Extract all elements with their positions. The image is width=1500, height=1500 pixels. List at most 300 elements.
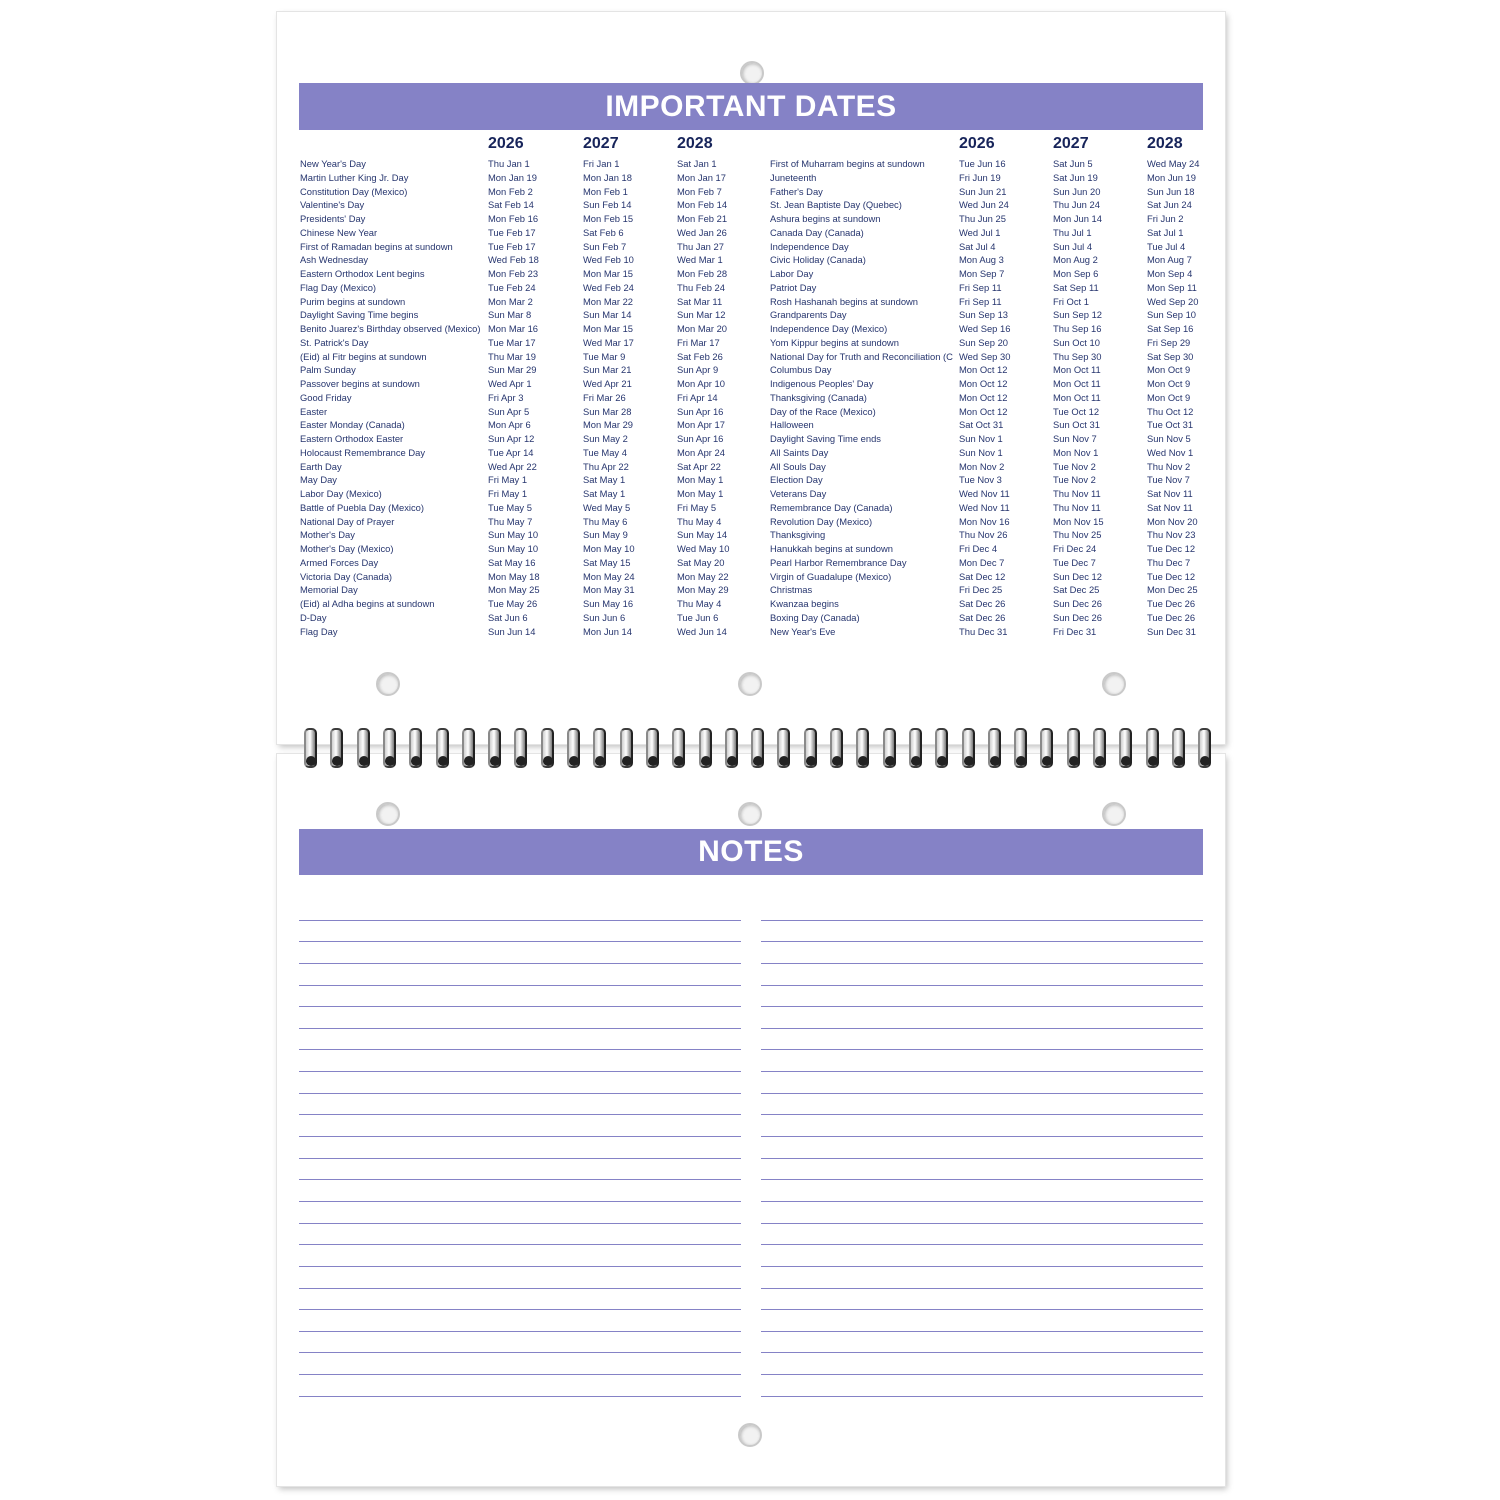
date-2028: Tue Dec 12 [1147, 543, 1196, 554]
date-2027: Wed Mar 17 [583, 336, 634, 348]
note-line[interactable] [761, 1159, 1203, 1181]
holiday-row [300, 557, 770, 571]
note-line[interactable] [299, 1202, 741, 1224]
holiday-name: Hanukkah begins at sundown [770, 543, 894, 554]
date-2028: Mon Apr 10 [677, 378, 725, 389]
note-line[interactable] [299, 986, 741, 1008]
date-2027: Mon Mar 29 [583, 419, 634, 431]
holiday-row [300, 461, 770, 475]
holiday-name: (Eid) al Fitr begins at sundown [300, 350, 427, 362]
holiday-row [300, 364, 770, 378]
date-2028: Mon Feb 21 [677, 213, 728, 224]
holiday-name: First of Muharram begins at sundown [770, 158, 925, 169]
date-2028: Thu Jan 27 [677, 240, 724, 252]
year-heading-right-2027: 2027 [1053, 135, 1089, 152]
note-line[interactable] [761, 964, 1203, 986]
date-2026: Sat Oct 31 [959, 419, 1004, 431]
date-2027: Thu Nov 11 [1053, 501, 1101, 513]
date-2026: Mon Jan 19 [488, 171, 537, 183]
holiday-name: Flag Day (Mexico) [300, 281, 377, 293]
holiday-list-right [770, 158, 1210, 639]
holiday-name: May Day [300, 474, 337, 486]
date-2026: Mon Oct 12 [959, 391, 1008, 403]
date-2026: Sun May 10 [488, 529, 539, 541]
date-2026: Sun Sep 13 [959, 309, 1008, 321]
holiday-name: Thanksgiving (Canada) [770, 391, 867, 403]
note-line[interactable] [761, 1115, 1203, 1137]
holiday-row [300, 296, 770, 310]
holiday-name: Daylight Saving Time ends [770, 433, 881, 444]
holiday-name: Day of the Race (Mexico) [770, 405, 876, 417]
date-2026: Wed Feb 18 [488, 254, 539, 266]
note-line[interactable] [299, 1267, 741, 1289]
date-2028: Sun Apr 16 [677, 433, 724, 444]
date-2028: Fri May 5 [677, 501, 717, 513]
note-line[interactable] [299, 942, 741, 964]
date-2027: Sun Feb 14 [583, 199, 632, 211]
holiday-row [770, 406, 1210, 420]
holiday-row [770, 447, 1210, 461]
date-2028: Fri Sep 29 [1147, 336, 1191, 348]
date-2027: Mon Oct 11 [1053, 391, 1101, 403]
date-2028: Tue Jul 4 [1147, 240, 1186, 252]
holiday-name: Revolution Day (Mexico) [770, 515, 873, 527]
note-line[interactable] [761, 1050, 1203, 1072]
note-line[interactable] [299, 1310, 741, 1332]
holiday-row [300, 419, 770, 433]
important-dates-page [277, 12, 1225, 744]
date-2026: Tue Feb 17 [488, 226, 536, 238]
holiday-row [300, 626, 770, 640]
date-2028: Thu Oct 12 [1147, 405, 1194, 417]
note-line[interactable] [299, 1137, 741, 1159]
date-2026: Mon Dec 7 [959, 556, 1005, 568]
holiday-name: Grandparents Day [770, 309, 847, 321]
date-2027: Sat Sep 11 [1053, 281, 1099, 293]
date-2026: Thu Jun 25 [959, 213, 1006, 224]
date-2028: Sat Sep 30 [1147, 350, 1194, 362]
note-line[interactable] [299, 1353, 741, 1375]
date-2028: Tue Jun 6 [677, 611, 719, 623]
holiday-name: Juneteenth [770, 171, 817, 183]
date-2027: Mon Mar 15 [583, 323, 634, 334]
spiral-binding [290, 728, 1210, 772]
date-2028: Sun Sep 10 [1147, 309, 1196, 321]
holiday-row [300, 516, 770, 530]
date-2028: Thu May 4 [677, 598, 722, 609]
holiday-row [770, 364, 1210, 378]
date-2027: Sun Mar 14 [583, 309, 632, 321]
date-2026: Mon Feb 23 [488, 268, 539, 279]
holiday-name: Mother's Day [300, 529, 355, 541]
holiday-name: Easter [300, 405, 328, 417]
date-2026: Sat Dec 12 [959, 570, 1006, 582]
holiday-name: All Souls Day [770, 460, 826, 472]
note-line[interactable] [761, 1007, 1203, 1029]
punch-hole [738, 802, 762, 826]
holiday-name: Thanksgiving [770, 529, 826, 541]
holiday-name: Ashura begins at sundown [770, 213, 881, 224]
date-2028: Mon Feb 28 [677, 268, 728, 279]
date-2027: Mon Nov 1 [1053, 446, 1099, 458]
date-2026: Tue May 26 [488, 598, 538, 609]
note-line[interactable] [761, 942, 1203, 964]
coil-hole [727, 756, 737, 766]
date-2026: Mon Oct 12 [959, 364, 1008, 376]
note-line[interactable] [761, 1245, 1203, 1267]
holiday-name: (Eid) al Adha begins at sundown [300, 598, 435, 609]
holiday-name: Veterans Day [770, 488, 827, 499]
date-2027: Sun Sep 12 [1053, 309, 1102, 321]
date-2028: Sun Jun 18 [1147, 185, 1195, 197]
date-2027: Mon May 31 [583, 584, 635, 596]
date-2026: Sun Jun 14 [488, 625, 536, 637]
date-2028: Sat Jul 1 [1147, 226, 1184, 238]
holiday-row [300, 488, 770, 502]
note-line[interactable] [761, 1224, 1203, 1246]
holiday-name: Benito Juarez's Birthday observed (Mexico) [300, 323, 481, 334]
holiday-name: Halloween [770, 419, 814, 431]
note-line[interactable] [299, 1050, 741, 1072]
note-line[interactable] [299, 1029, 741, 1051]
note-line[interactable] [761, 1375, 1203, 1397]
date-2026: Mon Feb 16 [488, 213, 539, 224]
holiday-name: Presidents' Day [300, 213, 366, 224]
holiday-row [770, 543, 1210, 557]
holiday-row [770, 199, 1210, 213]
date-2026: Wed Jun 24 [959, 199, 1009, 211]
date-2027: Tue Nov 2 [1053, 474, 1096, 486]
year-heading-right-2026: 2026 [959, 135, 995, 152]
note-line[interactable] [761, 1202, 1203, 1224]
note-line[interactable] [299, 921, 741, 943]
date-2026: Fri Sep 11 [959, 295, 1002, 307]
coil-hole [1148, 756, 1158, 766]
date-2026: Tue Feb 17 [488, 240, 536, 252]
holiday-row [300, 309, 770, 323]
note-line[interactable] [299, 1245, 741, 1267]
note-line[interactable] [761, 986, 1203, 1008]
holiday-row [770, 254, 1210, 268]
holiday-row [770, 158, 1210, 172]
date-2028: Mon Sep 4 [1147, 268, 1193, 279]
note-line[interactable] [299, 1072, 741, 1094]
note-line[interactable] [299, 1289, 741, 1311]
holiday-row [770, 309, 1210, 323]
date-2027: Sun Oct 31 [1053, 419, 1100, 431]
holiday-row [770, 378, 1210, 392]
holiday-row [300, 186, 770, 200]
date-2027: Mon Oct 11 [1053, 378, 1101, 389]
note-line[interactable] [761, 1180, 1203, 1202]
date-2028: Fri Jun 2 [1147, 213, 1184, 224]
holiday-name: Ash Wednesday [300, 254, 369, 266]
important-dates-title: IMPORTANT DATES [299, 83, 1203, 130]
coil-hole [569, 756, 579, 766]
holiday-name: Earth Day [300, 460, 342, 472]
holiday-name: Virgin of Guadalupe (Mexico) [770, 570, 892, 582]
holiday-name: Columbus Day [770, 364, 832, 376]
date-2026: Wed Apr 1 [488, 378, 532, 389]
date-2026: Tue Mar 17 [488, 336, 536, 348]
holiday-row [300, 406, 770, 420]
holiday-name: Yom Kippur begins at sundown [770, 336, 899, 348]
holiday-row [770, 351, 1210, 365]
date-2028: Mon Aug 7 [1147, 254, 1192, 266]
date-2027: Thu Apr 22 [583, 460, 629, 472]
holiday-name: Martin Luther King Jr. Day [300, 171, 409, 183]
holiday-name: Holocaust Remembrance Day [300, 446, 426, 458]
punch-hole [1102, 802, 1126, 826]
date-2028: Mon Feb 14 [677, 199, 728, 211]
date-2026: Mon Feb 2 [488, 185, 533, 197]
note-line[interactable] [299, 1180, 741, 1202]
date-2027: Sat Jun 19 [1053, 171, 1098, 183]
date-2028: Mon Jun 19 [1147, 171, 1196, 183]
coil-hole [385, 756, 395, 766]
holiday-row [770, 241, 1210, 255]
punch-hole [740, 61, 764, 85]
holiday-name: Eastern Orthodox Lent begins [300, 268, 425, 279]
holiday-row [300, 337, 770, 351]
punch-hole [376, 802, 400, 826]
holiday-name: St. Patrick's Day [300, 336, 369, 348]
date-2026: Thu Nov 26 [959, 529, 1008, 541]
note-line[interactable] [761, 1267, 1203, 1289]
holiday-name: Passover begins at sundown [300, 378, 420, 389]
date-2027: Thu Sep 30 [1053, 350, 1102, 362]
date-2027: Sun Oct 10 [1053, 336, 1100, 348]
date-2026: Sun Mar 29 [488, 364, 537, 376]
date-2026: Mon Aug 3 [959, 254, 1004, 266]
note-line[interactable] [761, 1332, 1203, 1354]
date-2027: Fri Jan 1 [583, 158, 620, 169]
holiday-row [300, 433, 770, 447]
note-line[interactable] [299, 1224, 741, 1246]
date-2026: Fri Dec 25 [959, 584, 1003, 596]
punch-hole [738, 1423, 762, 1447]
coil-hole [990, 756, 1000, 766]
date-2026: Sun Jun 21 [959, 185, 1007, 197]
date-2028: Wed Jun 14 [677, 625, 727, 637]
holiday-row [770, 337, 1210, 351]
note-line[interactable] [299, 1094, 741, 1116]
date-2027: Mon Feb 1 [583, 185, 628, 197]
date-2027: Sun May 9 [583, 529, 628, 541]
holiday-row [300, 254, 770, 268]
coil-hole [464, 756, 474, 766]
holiday-name: Victoria Day (Canada) [300, 570, 393, 582]
date-2026: Thu Mar 19 [488, 350, 536, 362]
holiday-row [770, 392, 1210, 406]
date-2027: Sun Dec 26 [1053, 598, 1102, 609]
holiday-row [770, 227, 1210, 241]
holiday-row [770, 296, 1210, 310]
notes-lines-left [299, 899, 741, 1397]
holiday-row [300, 584, 770, 598]
date-2028: Mon Jan 17 [677, 171, 726, 183]
note-line[interactable] [761, 1310, 1203, 1332]
holiday-row [300, 447, 770, 461]
coil-hole [1095, 756, 1105, 766]
date-2027: Sat Dec 25 [1053, 584, 1100, 596]
year-heading-left-2028: 2028 [677, 135, 713, 152]
note-line[interactable] [299, 1332, 741, 1354]
holiday-name: First of Ramadan begins at sundown [300, 240, 453, 252]
note-line[interactable] [761, 921, 1203, 943]
date-2027: Mon Mar 22 [583, 295, 634, 307]
holiday-row [770, 474, 1210, 488]
holiday-row [770, 557, 1210, 571]
holiday-row [300, 378, 770, 392]
date-2026: Mon May 18 [488, 570, 540, 582]
date-2027: Thu Jun 24 [1053, 199, 1100, 211]
holiday-name: D-Day [300, 611, 327, 623]
holiday-row [300, 199, 770, 213]
note-line[interactable] [761, 1029, 1203, 1051]
date-2028: Wed Nov 1 [1147, 446, 1194, 458]
holiday-row [300, 268, 770, 282]
date-2026: Sun Nov 1 [959, 433, 1003, 444]
date-2026: Fri Jun 19 [959, 171, 1001, 183]
date-2026: Mon Nov 2 [959, 460, 1005, 472]
holiday-name: Labor Day (Mexico) [300, 488, 382, 499]
holiday-name: Purim begins at sundown [300, 295, 406, 307]
date-2028: Tue Dec 26 [1147, 611, 1196, 623]
date-2026: Mon Oct 12 [959, 378, 1008, 389]
date-2028: Mon Sep 11 [1147, 281, 1197, 293]
holiday-row [770, 172, 1210, 186]
date-2027: Sun Feb 7 [583, 240, 627, 252]
note-line[interactable] [299, 1115, 741, 1137]
holiday-name: Christmas [770, 584, 813, 596]
date-2026: Thu Jan 1 [488, 158, 530, 169]
date-2027: Fri Mar 26 [583, 391, 626, 403]
date-2028: Thu May 4 [677, 515, 722, 527]
note-line[interactable] [299, 964, 741, 986]
date-2026: Thu May 7 [488, 515, 533, 527]
date-2028: Tue Nov 7 [1147, 474, 1190, 486]
date-2027: Mon Mar 15 [583, 268, 634, 279]
date-2028: Wed Jan 26 [677, 226, 727, 238]
date-2028: Thu Dec 7 [1147, 556, 1191, 568]
date-2028: Mon May 1 [677, 474, 724, 486]
date-2026: Mon Apr 6 [488, 419, 531, 431]
date-2027: Thu Sep 16 [1053, 323, 1102, 334]
date-2027: Tue Mar 9 [583, 350, 626, 362]
note-line[interactable] [761, 1353, 1203, 1375]
notes-page [277, 754, 1225, 1486]
holiday-row [770, 516, 1210, 530]
holiday-row [770, 323, 1210, 337]
note-line[interactable] [761, 1072, 1203, 1094]
holiday-name: Battle of Puebla Day (Mexico) [300, 501, 425, 513]
note-line[interactable] [761, 1289, 1203, 1311]
holiday-row [300, 571, 770, 585]
date-2028: Sun Mar 12 [677, 309, 726, 321]
holiday-name: Easter Monday (Canada) [300, 419, 405, 431]
holiday-row [300, 543, 770, 557]
holiday-row [300, 323, 770, 337]
date-2027: Mon Oct 11 [1053, 364, 1101, 376]
holiday-name: Chinese New Year [300, 226, 378, 238]
date-2028: Thu Nov 2 [1147, 460, 1191, 472]
date-2026: Sat Dec 26 [959, 598, 1006, 609]
holiday-row [770, 488, 1210, 502]
holiday-row [300, 529, 770, 543]
date-2026: Tue Feb 24 [488, 281, 536, 293]
coil-hole [964, 756, 974, 766]
date-2026: Wed Apr 22 [488, 460, 537, 472]
date-2028: Mon May 22 [677, 570, 729, 582]
date-2028: Mon Oct 9 [1147, 378, 1191, 389]
note-line[interactable] [299, 899, 741, 921]
date-2027: Sat May 15 [583, 556, 631, 568]
note-line[interactable] [761, 1094, 1203, 1116]
holiday-name: St. Jean Baptiste Day (Quebec) [770, 199, 902, 211]
date-2027: Mon May 24 [583, 570, 635, 582]
note-line[interactable] [761, 1137, 1203, 1159]
coil-hole [543, 756, 553, 766]
note-line[interactable] [299, 1375, 741, 1397]
holiday-name: Rosh Hashanah begins at sundown [770, 295, 919, 307]
note-line[interactable] [761, 899, 1203, 921]
date-2026: Wed Nov 11 [959, 501, 1010, 513]
holiday-name: Civic Holiday (Canada) [770, 254, 866, 266]
holiday-name: National Day of Prayer [300, 515, 395, 527]
date-2026: Mon Nov 16 [959, 515, 1010, 527]
holiday-row [770, 598, 1210, 612]
holiday-name: Valentine's Day [300, 199, 365, 211]
date-2026: Mon Sep 7 [959, 268, 1005, 279]
date-2027: Thu Nov 25 [1053, 529, 1102, 541]
date-2027: Sat Jun 5 [1053, 158, 1093, 169]
holiday-name: Labor Day [770, 268, 814, 279]
holiday-row [770, 461, 1210, 475]
date-2028: Thu Feb 24 [677, 281, 725, 293]
note-line[interactable] [299, 1159, 741, 1181]
holiday-name: Memorial Day [300, 584, 358, 596]
date-2027: Mon Sep 6 [1053, 268, 1099, 279]
punch-hole [738, 672, 762, 696]
holiday-row [300, 158, 770, 172]
year-heading-right-2028: 2028 [1147, 135, 1183, 152]
date-2027: Sat Feb 6 [583, 226, 624, 238]
date-2028: Mon May 29 [677, 584, 729, 596]
date-2027: Fri Dec 31 [1053, 625, 1097, 637]
date-2026: Thu Dec 31 [959, 625, 1008, 637]
coil-hole [438, 756, 448, 766]
holiday-name: Boxing Day (Canada) [770, 611, 860, 623]
date-2028: Mon Dec 25 [1147, 584, 1198, 596]
date-2027: Mon Feb 15 [583, 213, 634, 224]
notes-title: NOTES [299, 829, 1203, 875]
holiday-name: Flag Day [300, 625, 338, 637]
coil-hole [648, 756, 658, 766]
date-2026: Mon May 25 [488, 584, 540, 596]
date-2027: Fri Dec 24 [1053, 543, 1097, 554]
date-2026: Fri Sep 11 [959, 281, 1002, 293]
date-2027: Mon Jun 14 [1053, 213, 1102, 224]
date-2028: Mon May 1 [677, 488, 724, 499]
date-2027: Sun Dec 12 [1053, 570, 1102, 582]
date-2026: Tue Apr 14 [488, 446, 534, 458]
date-2026: Sat May 16 [488, 556, 536, 568]
year-heading-left-2026: 2026 [488, 135, 524, 152]
note-line[interactable] [299, 1007, 741, 1029]
date-2026: Sat Jul 4 [959, 240, 996, 252]
date-2028: Sat Nov 11 [1147, 501, 1193, 513]
